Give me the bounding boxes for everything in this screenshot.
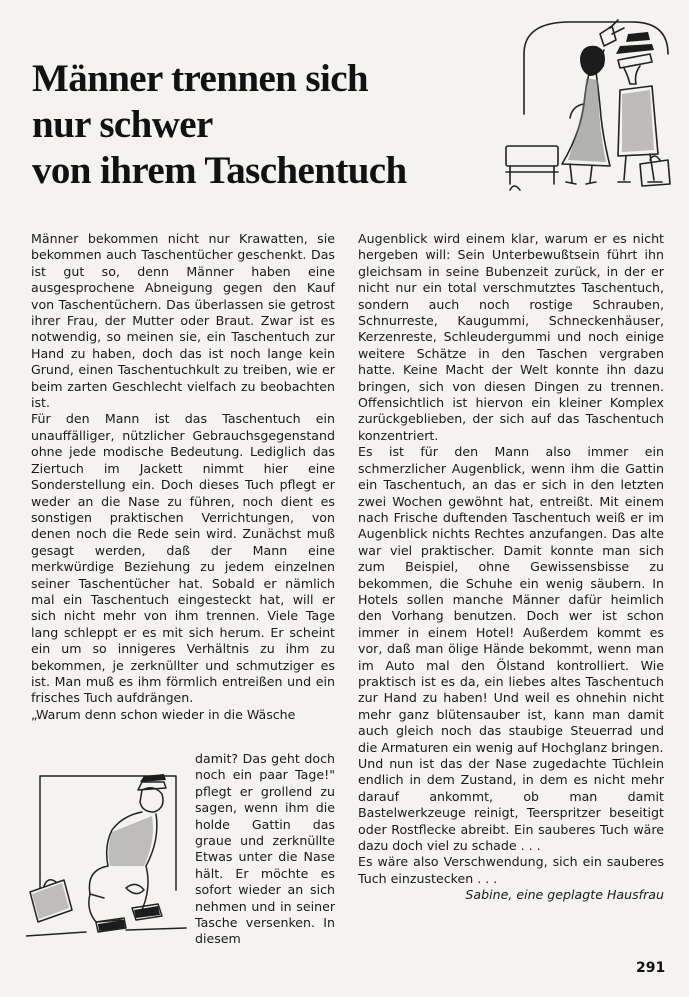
paragraph: Es ist für den Mann also immer ein schmerzlicher Augenblick, wenn ihm die Gattin ein Taschentuch, an das er sich in den letzten zwei Wochen gewöhnt hat, entreißt. Mit einem nach Frische duftenden Taschentuch weiß er im Augenblick nichts Rechtes anzufangen. Das alte war viel praktischer. Damit konnte man sich zum Beispiel, ohne Gewissensbisse zu bekommen, die Schuhe ein wenig säubern. In Hotels sollen manche Männer dafür heimlich den Vorhang benutzen. Doch wer ist schon immer in einem Hotel! Außerdem kommt es vor, daß man ölige Hände bekommt, wenn man im Auto mal den Ölstand kontrolliert. Wie praktisch ist es da, ein liebes altes Taschentuch zur Hand zu haben! Und weil es ohnehin nicht mehr ganz blütensauber ist, kann man damit auch gleich noch das staubige Steuerrad und die Armaturen ein wenig auf Hochglanz bringen.: [358, 444, 664, 755]
title-line-3: von ihrem Taschentuch: [32, 149, 407, 192]
title-line-2: nur schwer: [32, 103, 213, 146]
paragraph: Für den Mann ist das Taschentuch ein unauffälliger, nützlicher Gebrauchsgegenstand ohne jede modische Bedeutung. Lediglich das Ziertuch im Jackett nimmt hier eine Sonderstellung ein. Doch dieses Tuch pflegt er weder an die Nase zu führen, noch dient es sonstigen praktischen Verrichtungen, von denen noch die Rede sein wird. Zunächst muß gesagt werden, daß der Mann eine merkwürdige Beziehung zu jedem einzelnen seiner Taschentücher hat. Sobald er nämlich mal ein Taschentuch eingesteckt hat, will er sich nicht mehr von ihm trennen. Viele Tage lang schleppt er es mit sich herum. Er scheint ein um so innigeres Verhältnis zu ihm zu bekommen, je zerknüllter und schmutziger es ist. Man muß es ihm förmlich entreißen und ein frisches Tuch aufdrängen.: [31, 411, 335, 706]
paragraph: Und nun ist das der Nase zugedachte Tüchlein endlich in dem Zustand, in dem es nicht mehr darauf ankommt, ob man damit Bastelwerkzeuge reinigt, Teerspritzer beseitigt oder Rostflecke abreibt. Ein sauberes Tuch wäre dazu doch viel zu schade . . .: [358, 756, 664, 854]
paragraph: „Warum denn schon wieder in die Wäsche: [31, 706, 296, 722]
author-signature: Sabine, eine geplagte Hausfrau: [465, 887, 664, 903]
page-number: 291: [636, 960, 666, 976]
paragraph: Augenblick wird einem klar, warum er es nicht hergeben will: Sein Unterbewußtsein führt ihn gleichsam in seine Bubenzeit zurück, in der er nicht nur ein total verschmutztes Taschentuch, sondern auch noch rostige Schrauben, Schnurreste, Kaugummi, Schneckenhäuser, Kerzenreste, Schleudergummi und noch einige weitere Schätze in den Taschen vergraben hatte. Keine Macht der Welt konnte ihn dazu bringen, sich von diesen Dingen zu trennen. Offensichtlich ist hiervon ein kleiner Komplex zurückgeblieben, der sich auf das Taschentuch konzentriert.: [358, 231, 664, 443]
couple-illustration: [500, 14, 680, 194]
man-cleaning-shoes-illustration: [26, 770, 190, 938]
right-text-column: [358, 231, 664, 904]
paragraph: Männer bekommen nicht nur Krawatten, sie bekommen auch Taschentücher geschenkt. Das ist gut so, denn Männer haben eine ausgesprochene Abneigung gegen den Kauf von Taschentüchern. Das überlassen sie getrost ihrer Frau, der Mutter oder Braut. Zwar ist es notwendig, so meinen sie, ein Taschentuch zur Hand zu haben, doch das ist noch lange kein Grund, einen Taschentuchkult zu treiben, wie er beim zarten Geschlecht vielfach zu beobachten ist.: [31, 231, 335, 411]
article-title: [32, 56, 492, 194]
left-text-column-continued: [195, 751, 335, 948]
paragraph: damit? Das geht doch noch ein paar Tage!" pflegt er grollend zu sagen, wenn ihm die holde Gattin das graue und zerknüllte Etwas unter die Nase hält. Er möchte es sofort wieder an sich nehmen und in seiner Tasche versenken. In diesem: [195, 751, 335, 947]
paragraph: Es wäre also Verschwendung, sich ein sauberes Tuch einzustecken . . .: [358, 854, 664, 886]
title-line-1: Männer trennen sich: [32, 57, 369, 100]
left-text-column: [31, 231, 335, 723]
